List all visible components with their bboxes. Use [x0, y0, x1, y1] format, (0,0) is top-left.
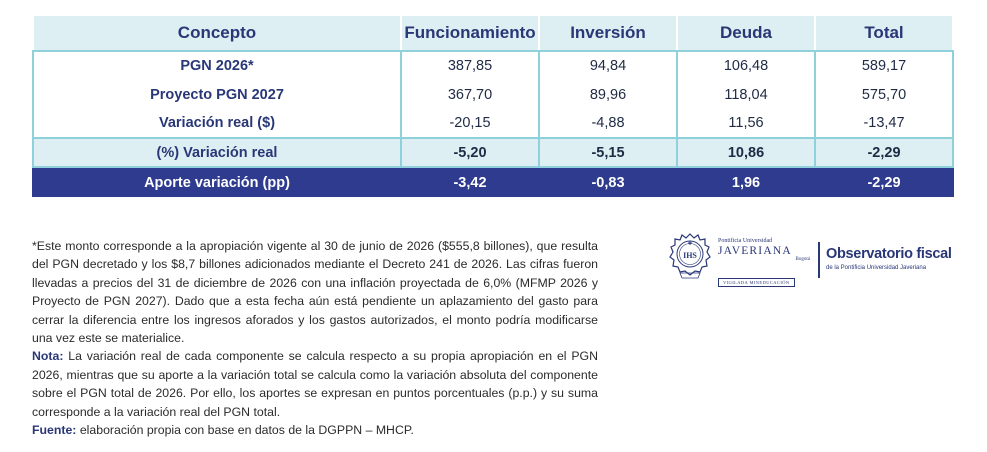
fuente-paragraph	[32, 421, 598, 439]
cell-deuda: 1,96	[677, 167, 815, 197]
budget-table-container	[32, 14, 952, 197]
row-label: Variación real ($)	[33, 109, 401, 138]
cell-funcionamiento: -3,42	[401, 167, 539, 197]
header-funcionamiento: Funcionamiento	[401, 15, 539, 51]
header-inversion: Inversión	[539, 15, 677, 51]
logo-divider	[818, 242, 820, 278]
cell-deuda: 11,56	[677, 109, 815, 138]
row-label: (%) Variación real	[33, 138, 401, 167]
table-row-pgn-2026	[33, 51, 953, 80]
header-total: Total	[815, 15, 953, 51]
university-seal-icon	[668, 232, 712, 280]
row-label: PGN 2026*	[33, 51, 401, 80]
university-city: Bogotá	[795, 257, 810, 262]
table-row-variacion-porcentual	[33, 138, 953, 167]
budget-table	[32, 14, 954, 197]
row-label: Proyecto PGN 2027	[33, 80, 401, 109]
university-wordmark	[718, 238, 810, 262]
header-deuda: Deuda	[677, 15, 815, 51]
university-small-text: Pontificia Universidad	[718, 238, 773, 244]
table-row-proyecto-pgn-2027	[33, 80, 953, 109]
footnote-text: *Este monto corresponde a la apropiación vigente al 30 de junio de 2026 ($555,8 billones), que resulta del PGN decretado y los $8,7 billones adicionados mediante el Decreto 241 de 2026. Las cifras fueron llevadas a precios del 31 de diciembre de 2026 con una inflación proyectada de 6,0% (MFMP 2026 y Proyecto de PGN 2027). Dado que a esta fecha aún está pendiente un aplazamiento del gasto para cerrar la diferencia entre los ingresos aforados y los gastos autorizados, el monto podría modificarse una vez este se materialice.	[32, 239, 598, 346]
vigilada-badge: VIGILADA MINEDUCACIÓN	[718, 278, 795, 287]
cell-total: 589,17	[815, 51, 953, 80]
fuente-label: Fuente:	[32, 423, 77, 438]
header-concepto: Concepto	[33, 15, 401, 51]
university-name: JAVERIANA	[718, 245, 792, 257]
nota-label: Nota:	[32, 349, 64, 364]
cell-total: -2,29	[815, 138, 953, 167]
cell-inversion: 89,96	[539, 80, 677, 109]
table-row-aporte-variacion	[33, 167, 953, 197]
cell-inversion: -5,15	[539, 138, 677, 167]
cell-funcionamiento: -5,20	[401, 138, 539, 167]
cell-inversion: -4,88	[539, 109, 677, 138]
table-notes	[32, 237, 598, 439]
cell-deuda: 106,48	[677, 51, 815, 80]
table-row-variacion-real	[33, 109, 953, 138]
cell-funcionamiento: 367,70	[401, 80, 539, 109]
cell-deuda: 10,86	[677, 138, 815, 167]
cell-funcionamiento: 387,85	[401, 51, 539, 80]
row-label: Aporte variación (pp)	[33, 167, 401, 197]
observatorio-subtitle: de la Pontificia Universidad Javeriana	[826, 265, 927, 271]
cell-funcionamiento: -20,15	[401, 109, 539, 138]
fuente-text: elaboración propia con base en datos de la DGPPN – MHCP.	[76, 423, 414, 438]
cell-total: -2,29	[815, 167, 953, 197]
cell-total: -13,47	[815, 109, 953, 138]
logo-lockup	[668, 232, 968, 292]
nota-text: La variación real de cada componente se calcula respecto a su propia apropiación en el PGN 2026, mientras que su aporte a la variación total se calcula como la variación absoluta del componente sobre el PGN total de 2026. Por ello, los aportes se expresan en puntos porcentuales (p.p.) y su suma corresponde a la variación real del PGN total.	[32, 349, 598, 419]
observatorio-title: Observatorio fiscal	[826, 246, 952, 262]
nota-paragraph	[32, 347, 598, 421]
seal-monogram: IHS	[683, 251, 697, 260]
table-header-row	[33, 15, 953, 51]
cell-total: 575,70	[815, 80, 953, 109]
cell-inversion: 94,84	[539, 51, 677, 80]
cell-inversion: -0,83	[539, 167, 677, 197]
cell-deuda: 118,04	[677, 80, 815, 109]
